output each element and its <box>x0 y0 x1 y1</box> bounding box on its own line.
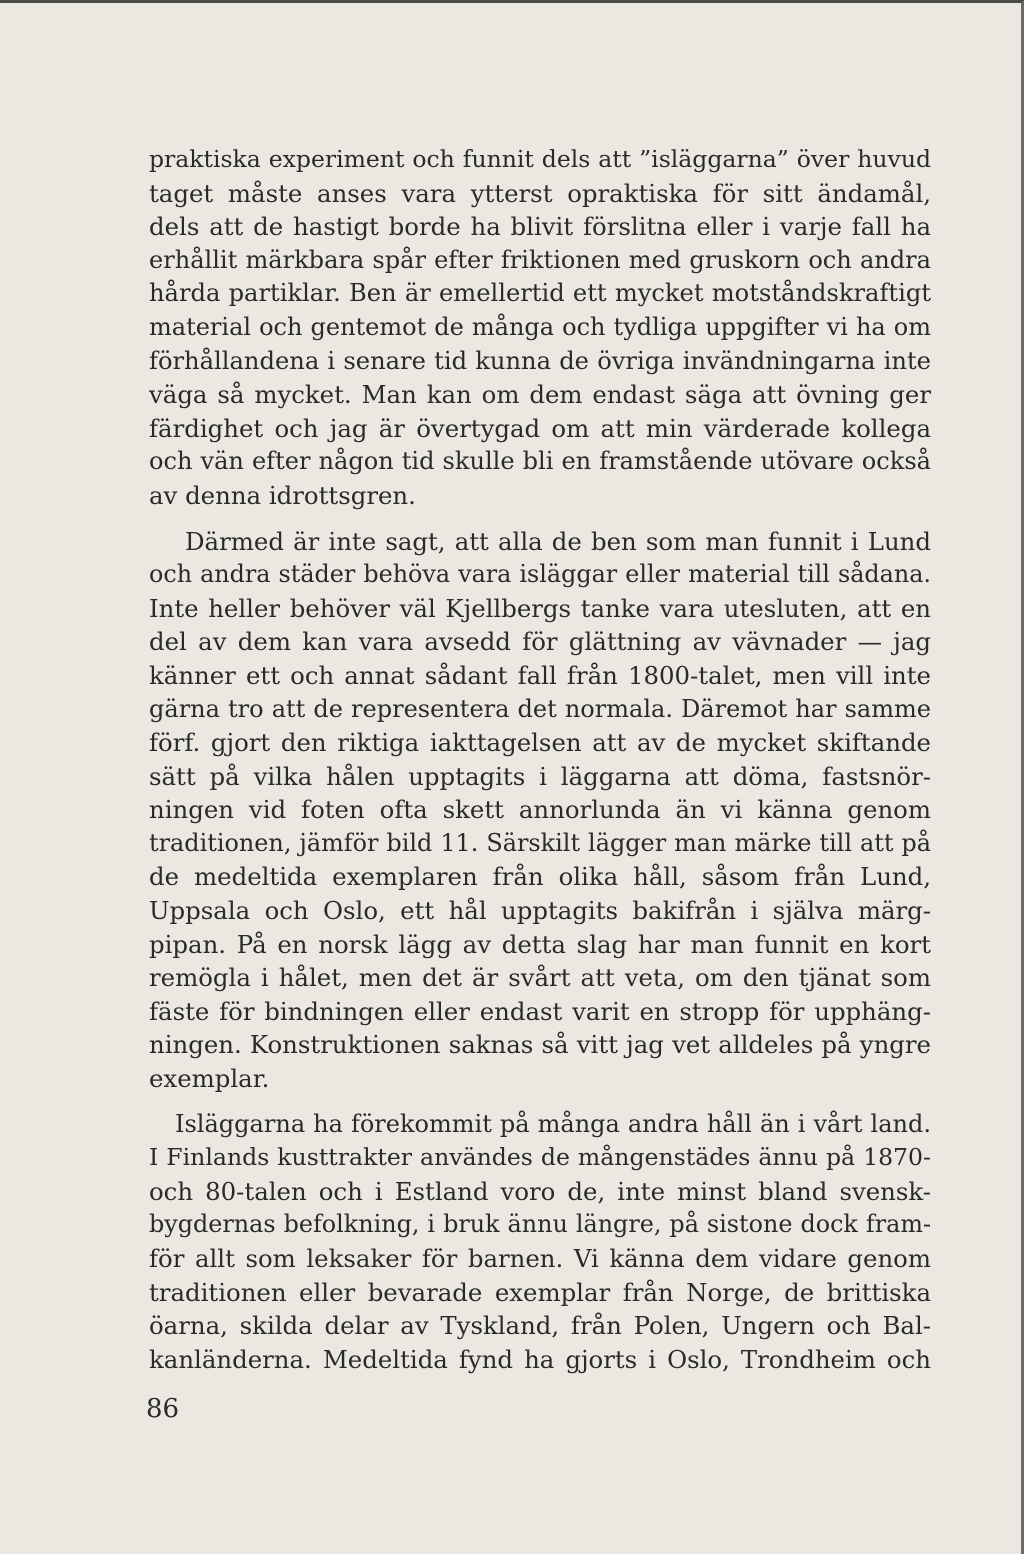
text-line: väga så mycket. Man kan om dem endast säga att övning ger <box>149 380 931 410</box>
text-line: de medeltida exemplaren från olika håll, såsom från Lund, <box>149 862 931 892</box>
text-line: av denna idrottsgren. <box>149 480 416 510</box>
text-line: känner ett och annat sådant fall från 1800-talet, men vill inte <box>149 660 931 690</box>
text-line: gärna tro att de representera det normala. Däremot har samme <box>149 694 931 723</box>
text-line: I Finlands kusttrakter användes de mångenstädes ännu på 1870- <box>149 1143 931 1172</box>
text-line: erhållit märkbara spår efter friktionen med gruskorn och andra <box>149 245 931 274</box>
text-line: praktiska experiment och funnit dels att ”isläggarna” över huvud <box>149 145 931 173</box>
text-line: exemplar. <box>149 1064 270 1094</box>
text-line: remögla i hålet, men det är svårt att veta, om den tjänat som <box>149 963 931 993</box>
text-line: och andra städer behöva vara isläggar eller material till sådana. <box>149 560 931 589</box>
text-line: förf. gjort den riktiga iakttagelsen att av de mycket skiftande <box>149 728 931 758</box>
page-number: 86 <box>146 1394 180 1424</box>
text-line: Inte heller behöver väl Kjellbergs tanke vara utesluten, att en <box>149 593 931 623</box>
text-line: bygdernas befolkning, i bruk ännu längre, på sistone dock fram- <box>149 1210 931 1239</box>
text-line: Isläggarna ha förekommit på många andra håll än i vårt land. <box>175 1109 931 1138</box>
text-line: för allt som leksaker för barnen. Vi känna dem vidare genom <box>149 1244 931 1273</box>
text-line: ningen. Konstruktionen saknas så vitt jag vet alldeles på yngre <box>149 1030 931 1060</box>
text-line: ningen vid foten ofta skett annorlunda än vi känna genom <box>149 795 931 825</box>
text-line: kanländerna. Medeltida fynd ha gjorts i Oslo, Trondheim och <box>149 1344 931 1374</box>
text-line: taget måste anses vara ytterst opraktiska för sitt ändamål, <box>149 178 931 208</box>
text-line: material och gentemot de många och tydliga uppgifter vi ha om <box>149 312 931 341</box>
text-line: traditionen, jämför bild 11. Särskilt lägger man märke till att på <box>149 828 931 857</box>
text-line: pipan. På en norsk lägg av detta slag har man funnit en kort <box>149 929 931 959</box>
text-line: sätt på vilka hålen upptagits i läggarna att döma, fastsnör- <box>149 761 931 791</box>
text-line: Därmed är inte sagt, att alla de ben som man funnit i Lund <box>185 526 931 556</box>
paragraph-1 <box>149 143 931 513</box>
text-line: förhållandena i senare tid kunna de övriga invändningarna inte <box>149 346 931 375</box>
text-line: dels att de hastigt borde ha blivit förslitna eller i varje fall ha <box>149 212 931 242</box>
text-line: traditionen eller bevarade exemplar från Norge, de brittiska <box>149 1277 931 1307</box>
text-line: färdighet och jag är övertygad om att min värderade kollega <box>149 413 931 443</box>
text-line: öarna, skilda delar av Tyskland, från Polen, Ungern och Bal- <box>149 1311 931 1341</box>
paragraph-2 <box>149 525 931 1096</box>
text-line: och vän efter någon tid skulle bli en framstående utövare också <box>149 447 931 476</box>
text-line: hårda partiklar. Ben är emellertid ett mycket motståndskraftigt <box>149 279 931 308</box>
paragraph-3 <box>149 1108 931 1377</box>
text-line: och 80-talen och i Estland voro de, inte minst bland svensk- <box>149 1176 931 1206</box>
text-line: Uppsala och Oslo, ett hål upptagits bakifrån i själva märg- <box>149 896 931 926</box>
body-text <box>149 143 931 1376</box>
text-line: del av dem kan vara avsedd för glättning av vävnader — jag <box>149 627 931 657</box>
text-line: fäste för bindningen eller endast varit en stropp för upphäng- <box>149 996 931 1026</box>
